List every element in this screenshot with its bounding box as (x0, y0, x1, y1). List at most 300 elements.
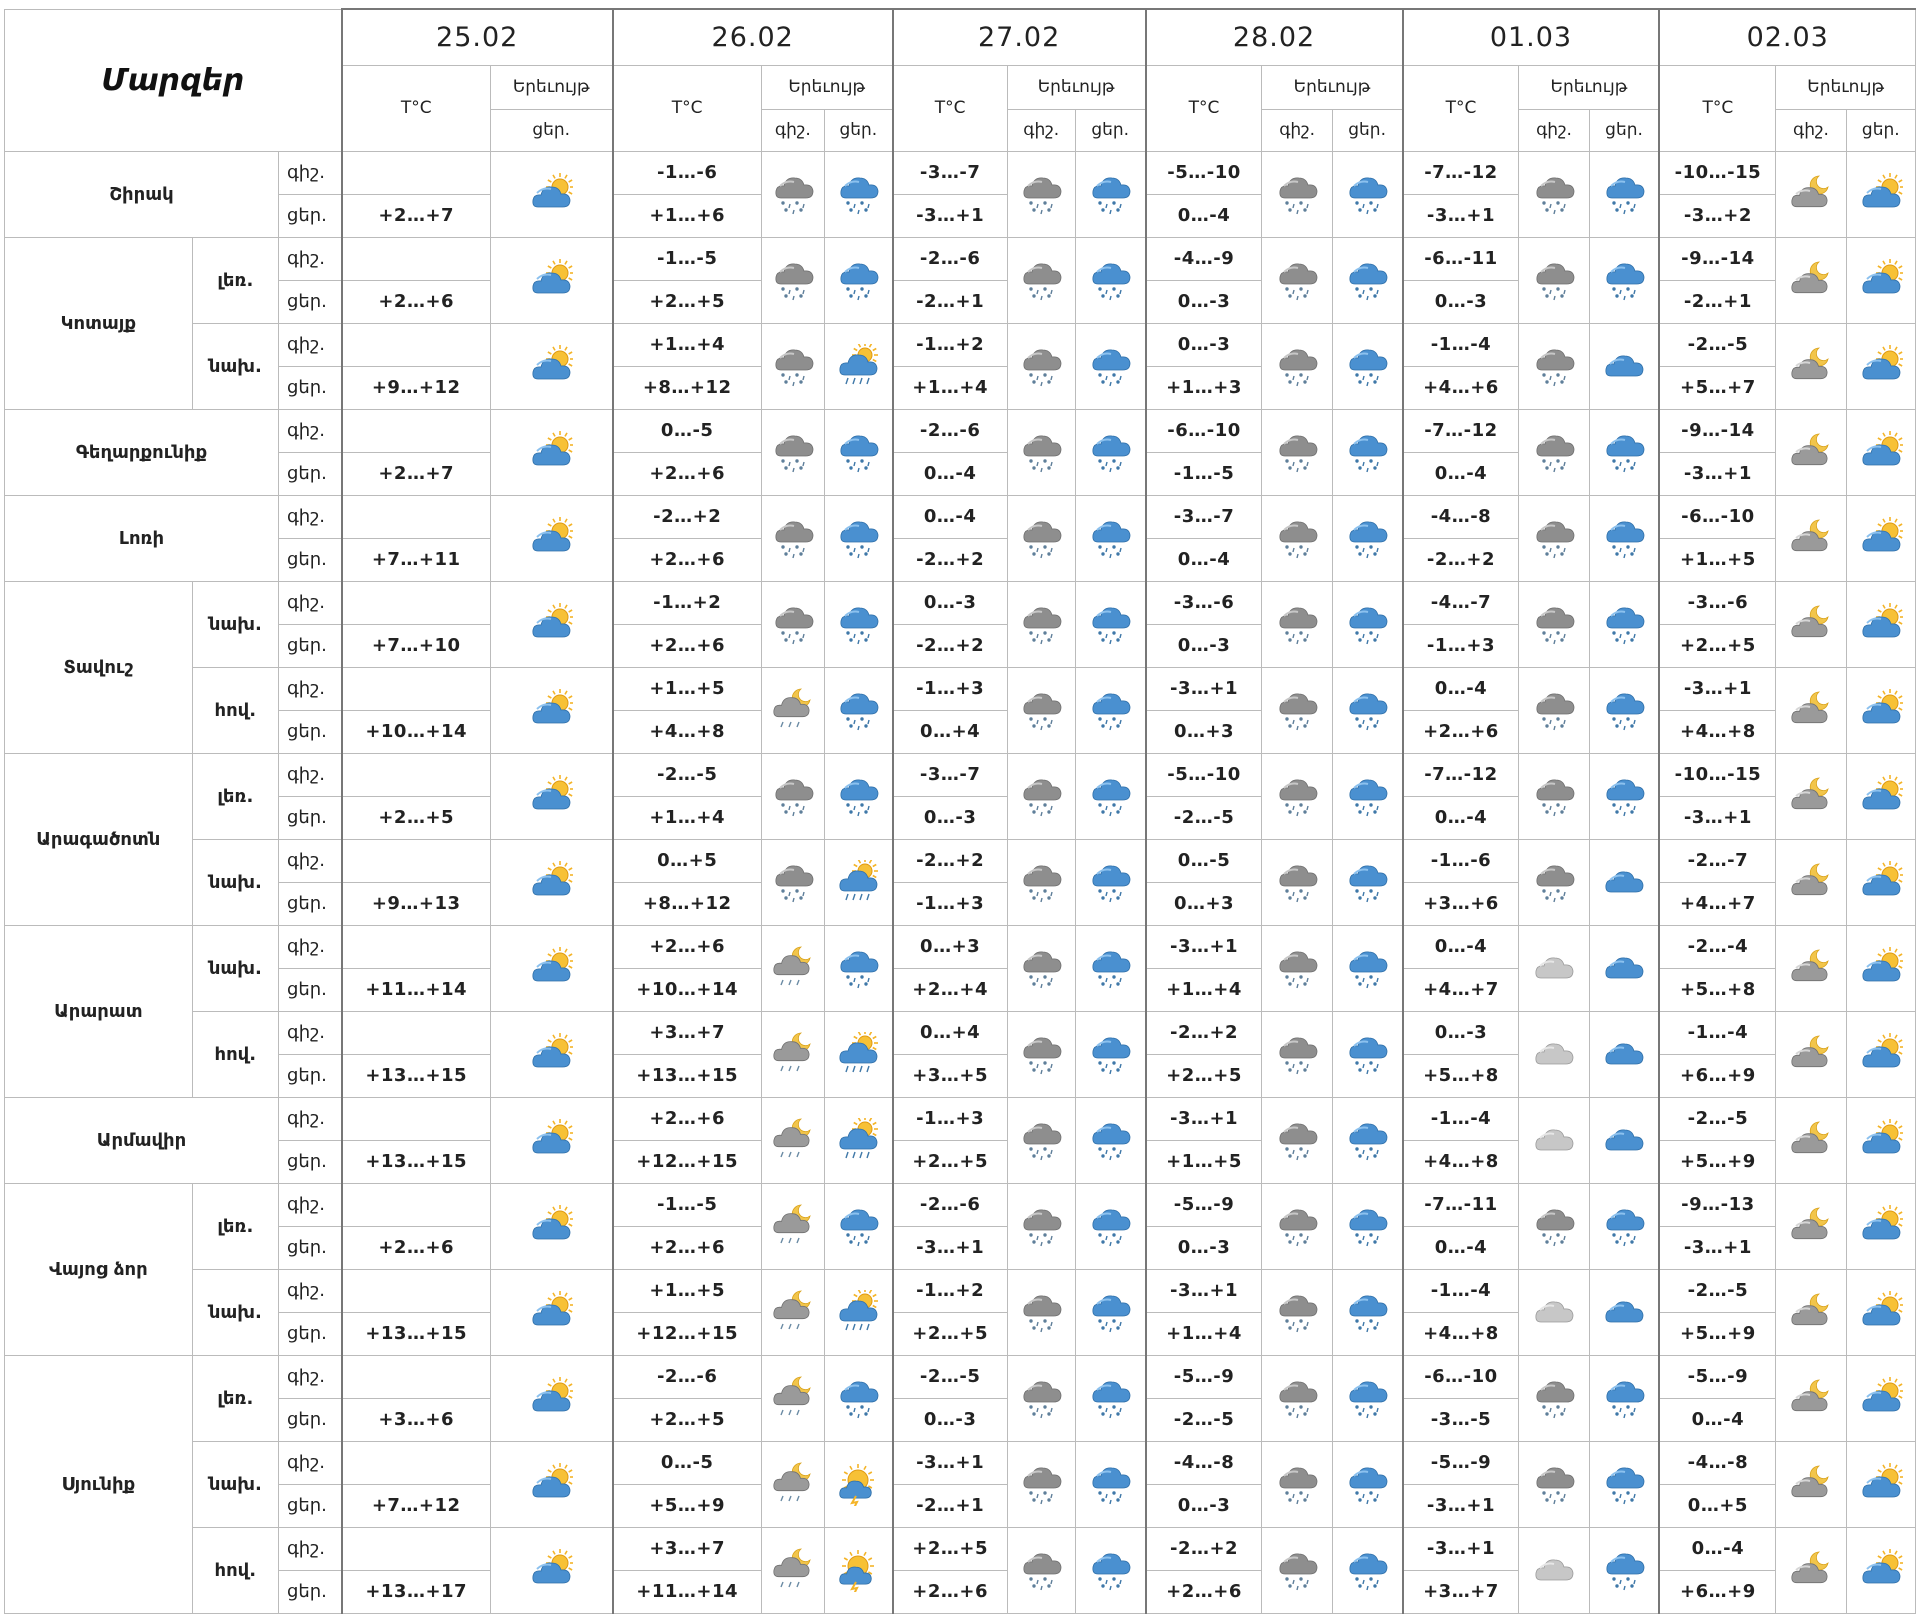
day-temp: +7…+12 (342, 1484, 491, 1527)
subregion-name: լեռ. (192, 237, 278, 323)
rain-snow-blue-icon (1590, 1462, 1659, 1506)
weather-icon-cell (1007, 667, 1075, 753)
day-temp: +13…+15 (613, 1054, 762, 1097)
weather-icon-cell (490, 1097, 612, 1183)
day-temp: +2…+6 (613, 452, 762, 495)
day-temp: -3…+1 (1659, 452, 1775, 495)
weather-icon-cell (1589, 323, 1659, 409)
rain-snow-gray-icon (1262, 774, 1331, 818)
rain-snow-blue-icon (825, 688, 892, 732)
rain-snow-gray-icon (1262, 344, 1331, 388)
day-temp: 0…-4 (1146, 194, 1262, 237)
weather-icon-cell (1262, 1527, 1332, 1613)
region-name: Վայոց ձոր (5, 1183, 193, 1355)
weather-icon-cell (824, 151, 892, 237)
night-temp: -5…-9 (1403, 1441, 1519, 1484)
rain-snow-blue-icon (825, 1204, 892, 1248)
day-temp: -2…+1 (1659, 280, 1775, 323)
day-temp: +5…+9 (613, 1484, 762, 1527)
day-temp: +13…+15 (342, 1140, 491, 1183)
day-col-header: ցեր. (1846, 109, 1915, 151)
night-temp: -10…-15 (1659, 151, 1775, 194)
rain-snow-gray-icon (1262, 946, 1331, 990)
day-temp: 0…-4 (1403, 452, 1519, 495)
day-temp: +2…+5 (613, 1398, 762, 1441)
day-temp: +11…+14 (342, 968, 491, 1011)
weather-icon-cell (1846, 1269, 1915, 1355)
night-temp: -9…-14 (1659, 409, 1775, 452)
weather-icon-cell (824, 1441, 892, 1527)
region-name: Սյունիք (5, 1355, 193, 1613)
weather-icon-cell (824, 1097, 892, 1183)
region-name: Լոռի (5, 495, 279, 581)
rain-snow-blue-icon (1076, 1032, 1145, 1076)
day-label: ցեր. (278, 624, 341, 667)
rain-snow-blue-icon (1076, 258, 1145, 302)
rain-snow-gray-icon (762, 258, 824, 302)
weather-icon-cell (1075, 1441, 1145, 1527)
weather-icon-cell (1007, 323, 1075, 409)
night-temp (342, 323, 491, 366)
day-col-header: ցեր. (1332, 109, 1402, 151)
weather-icon-cell (1332, 581, 1402, 667)
weather-icon-cell (1007, 1269, 1075, 1355)
rain-snow-blue-icon (1333, 946, 1402, 990)
weather-icon-cell (1519, 237, 1589, 323)
day-temp: 0…-3 (1146, 1226, 1262, 1269)
night-label: գիշ. (278, 1011, 341, 1054)
moon-cloud-rain-icon (762, 946, 824, 990)
rain-snow-gray-icon (1262, 1376, 1331, 1420)
weather-icon-cell (761, 409, 824, 495)
night-temp (342, 151, 491, 194)
day-temp: +13…+17 (342, 1570, 491, 1613)
weather-icon-cell (1262, 1269, 1332, 1355)
weather-icon-cell (1332, 1355, 1402, 1441)
day-temp: +10…+14 (613, 968, 762, 1011)
night-temp: -7…-12 (1403, 409, 1519, 452)
weather-icon-cell (761, 667, 824, 753)
weather-icon-cell (1589, 409, 1659, 495)
day-temp: -2…-5 (1146, 796, 1262, 839)
day-col-header: ցեր. (824, 109, 892, 151)
day-temp: +2…+6 (342, 280, 491, 323)
weather-icon-cell (761, 1441, 824, 1527)
moon-cloud-icon (1776, 1290, 1845, 1334)
weather-icon-cell (1519, 1097, 1589, 1183)
rain-snow-gray-icon (762, 344, 824, 388)
rain-snow-blue-icon (1333, 344, 1402, 388)
temp-col-header: T°C (342, 65, 491, 151)
rain-snow-gray-icon (1008, 774, 1075, 818)
rain-snow-blue-icon (1590, 688, 1659, 732)
day-temp: +1…+4 (1146, 968, 1262, 1011)
night-temp: -1…-6 (1403, 839, 1519, 882)
weather-icon-cell (1519, 667, 1589, 753)
day-temp: 0…-4 (1659, 1398, 1775, 1441)
day-temp: +2…+5 (1659, 624, 1775, 667)
night-temp (342, 667, 491, 710)
sun-cloud-rain-icon (825, 1118, 892, 1162)
weather-icon-cell (761, 1527, 824, 1613)
rain-snow-gray-icon (1262, 1290, 1331, 1334)
weather-icon-cell (761, 753, 824, 839)
weather-icon-cell (1589, 925, 1659, 1011)
night-temp: -3…-6 (1659, 581, 1775, 624)
night-temp: 0…+3 (893, 925, 1007, 968)
sun-cloud-icon (1847, 1462, 1915, 1506)
rain-snow-gray-icon (1262, 602, 1331, 646)
day-label: ցեր. (278, 1484, 341, 1527)
regions-header: Մարզեր (5, 9, 342, 151)
moon-cloud-rain-icon (762, 1204, 824, 1248)
weather-icon-cell (1846, 1097, 1915, 1183)
day-temp: +13…+15 (342, 1312, 491, 1355)
day-temp: -3…+1 (893, 1226, 1007, 1269)
weather-icon-cell (824, 1269, 892, 1355)
weather-icon-cell (1846, 1011, 1915, 1097)
night-temp: -3…+1 (1146, 1097, 1262, 1140)
night-temp: -6…-10 (1403, 1355, 1519, 1398)
weather-icon-cell (1776, 839, 1846, 925)
weather-icon-cell (824, 495, 892, 581)
weather-icon-cell (1776, 581, 1846, 667)
weather-icon-cell (1846, 237, 1915, 323)
rain-snow-gray-icon (1519, 1376, 1588, 1420)
sun-cloud-icon (1847, 860, 1915, 904)
sun-cloud-icon (491, 774, 612, 818)
night-temp: -6…-10 (1146, 409, 1262, 452)
rain-snow-gray-icon (1262, 1032, 1331, 1076)
day-temp: 0…-3 (1146, 624, 1262, 667)
sun-cloud-icon (1847, 602, 1915, 646)
subregion-name: լեռ. (192, 753, 278, 839)
day-temp: +3…+6 (1403, 882, 1519, 925)
night-temp (342, 1097, 491, 1140)
day-label: ցեր. (278, 968, 341, 1011)
day-temp: 0…+3 (1146, 882, 1262, 925)
night-temp: -6…-10 (1659, 495, 1775, 538)
weather-icon-cell (1332, 1441, 1402, 1527)
rain-snow-blue-icon (1076, 1204, 1145, 1248)
weather-icon-cell (761, 323, 824, 409)
weather-icon-cell (824, 237, 892, 323)
night-temp: 0…+4 (893, 1011, 1007, 1054)
day-label: ցեր. (278, 882, 341, 925)
sun-cloud-icon (491, 1548, 612, 1592)
rain-snow-gray-icon (1008, 258, 1075, 302)
day-temp: +2…+6 (1146, 1570, 1262, 1613)
weather-icon-cell (1589, 151, 1659, 237)
night-temp: -3…-7 (893, 151, 1007, 194)
weather-icon-cell (1332, 1527, 1402, 1613)
phenomenon-col-header: Երեւույթ (1519, 65, 1660, 109)
phenomenon-col-header: Երեւույթ (1776, 65, 1916, 109)
rain-snow-gray-icon (1519, 258, 1588, 302)
weather-icon-cell (1846, 1183, 1915, 1269)
weather-icon-cell (1332, 839, 1402, 925)
day-temp: +2…+6 (893, 1570, 1007, 1613)
subregion-name: նախ. (192, 925, 278, 1011)
weather-icon-cell (824, 409, 892, 495)
cloud-gray-icon (1519, 1548, 1588, 1592)
day-temp: +4…+8 (1403, 1312, 1519, 1355)
night-label: գիշ. (278, 495, 341, 538)
weather-icon-cell (490, 237, 612, 323)
weather-icon-cell (1332, 409, 1402, 495)
cloud-blue-icon (1590, 1118, 1659, 1162)
weather-icon-cell (1776, 1097, 1846, 1183)
day-temp: -2…+2 (1403, 538, 1519, 581)
phenomenon-col-header: Երեւույթ (1262, 65, 1403, 109)
thunder-sun-icon (825, 1462, 892, 1506)
moon-cloud-icon (1776, 602, 1845, 646)
night-temp: +2…+5 (893, 1527, 1007, 1570)
night-temp: -4…-8 (1659, 1441, 1775, 1484)
rain-snow-blue-icon (1333, 1548, 1402, 1592)
weather-icon-cell (1075, 667, 1145, 753)
sun-cloud-rain-icon (825, 344, 892, 388)
weather-icon-cell (1007, 1527, 1075, 1613)
night-temp: -3…+1 (893, 1441, 1007, 1484)
weather-icon-cell (1846, 323, 1915, 409)
temp-col-header: T°C (1659, 65, 1775, 151)
region-name: Արարատ (5, 925, 193, 1097)
night-temp: -7…-12 (1403, 151, 1519, 194)
temp-col-header: T°C (1146, 65, 1262, 151)
day-temp: +12…+15 (613, 1312, 762, 1355)
night-temp: -1…-4 (1403, 323, 1519, 366)
day-temp: +2…+7 (342, 194, 491, 237)
rain-snow-gray-icon (762, 860, 824, 904)
rain-snow-blue-icon (1590, 1548, 1659, 1592)
night-temp: +2…+6 (613, 925, 762, 968)
weather-icon-cell (1846, 839, 1915, 925)
weather-icon-cell (1262, 1355, 1332, 1441)
sun-cloud-icon (1847, 1118, 1915, 1162)
subregion-name: լեռ. (192, 1183, 278, 1269)
rain-snow-gray-icon (1519, 344, 1588, 388)
weather-icon-cell (1007, 1441, 1075, 1527)
rain-snow-blue-icon (1076, 860, 1145, 904)
day-temp: +6…+9 (1659, 1054, 1775, 1097)
region-name: Շիրակ (5, 151, 279, 237)
day-temp: 0…-3 (1146, 1484, 1262, 1527)
night-temp: -2…-4 (1659, 925, 1775, 968)
day-temp: +8…+12 (613, 882, 762, 925)
rain-snow-blue-icon (1076, 172, 1145, 216)
weather-icon-cell (490, 1183, 612, 1269)
weather-icon-cell (824, 667, 892, 753)
weather-icon-cell (1846, 151, 1915, 237)
weather-icon-cell (1007, 495, 1075, 581)
day-temp: +1…+4 (1146, 1312, 1262, 1355)
night-col-header: գիշ. (761, 109, 824, 151)
day-temp: +3…+6 (342, 1398, 491, 1441)
day-temp: 0…-3 (893, 796, 1007, 839)
rain-snow-gray-icon (1262, 258, 1331, 302)
weather-icon-cell (1075, 1097, 1145, 1183)
weather-icon-cell (1589, 1183, 1659, 1269)
day-label: ցեր. (278, 796, 341, 839)
weather-icon-cell (1589, 753, 1659, 839)
day-temp: -1…+3 (1403, 624, 1519, 667)
weather-icon-cell (824, 753, 892, 839)
sun-cloud-icon (1847, 430, 1915, 474)
night-temp: -2…-6 (893, 237, 1007, 280)
day-temp: +4…+8 (1659, 710, 1775, 753)
weather-icon-cell (1332, 667, 1402, 753)
cloud-blue-icon (1590, 860, 1659, 904)
night-temp: -10…-15 (1659, 753, 1775, 796)
day-temp: +5…+9 (1659, 1312, 1775, 1355)
night-temp (342, 1441, 491, 1484)
date-header: 01.03 (1403, 9, 1660, 65)
forecast-table-container (4, 8, 1916, 1614)
day-temp: +5…+7 (1659, 366, 1775, 409)
rain-snow-blue-icon (1590, 430, 1659, 474)
rain-snow-gray-icon (1262, 430, 1331, 474)
day-temp: -2…+2 (893, 624, 1007, 667)
day-temp: +4…+8 (613, 710, 762, 753)
night-temp: -5…-9 (1659, 1355, 1775, 1398)
date-header: 25.02 (342, 9, 613, 65)
moon-cloud-icon (1776, 1118, 1845, 1162)
night-col-header: գիշ. (1262, 109, 1332, 151)
day-temp: -2…+1 (893, 280, 1007, 323)
night-temp: -2…-5 (893, 1355, 1007, 1398)
night-temp: -2…-5 (1659, 323, 1775, 366)
day-temp: 0…-4 (1403, 796, 1519, 839)
day-temp: -3…+1 (1403, 194, 1519, 237)
day-temp: +4…+7 (1659, 882, 1775, 925)
weather-icon-cell (1846, 581, 1915, 667)
day-temp: +1…+4 (893, 366, 1007, 409)
weather-icon-cell (1075, 581, 1145, 667)
rain-snow-blue-icon (825, 516, 892, 560)
day-label: ցեր. (278, 194, 341, 237)
night-temp: 0…-5 (1146, 839, 1262, 882)
weather-icon-cell (761, 1269, 824, 1355)
rain-snow-blue-icon (1333, 172, 1402, 216)
night-temp: -6…-11 (1403, 237, 1519, 280)
rain-snow-gray-icon (762, 172, 824, 216)
day-temp: -3…+1 (893, 194, 1007, 237)
weather-icon-cell (1519, 1183, 1589, 1269)
region-name: Կոտայք (5, 237, 193, 409)
cloud-blue-icon (1590, 946, 1659, 990)
weather-icon-cell (1262, 581, 1332, 667)
sun-cloud-icon (491, 1032, 612, 1076)
night-temp: 0…-5 (613, 409, 762, 452)
weather-icon-cell (1846, 925, 1915, 1011)
moon-cloud-rain-icon (762, 1290, 824, 1334)
day-temp: +1…+6 (613, 194, 762, 237)
weather-icon-cell (1589, 1269, 1659, 1355)
night-temp: +2…+6 (613, 1097, 762, 1140)
night-temp: 0…-3 (1146, 323, 1262, 366)
weather-icon-cell (1332, 151, 1402, 237)
weather-icon-cell (1519, 495, 1589, 581)
rain-snow-gray-icon (1519, 860, 1588, 904)
night-label: գիշ. (278, 1097, 341, 1140)
weather-icon-cell (824, 1527, 892, 1613)
rain-snow-gray-icon (1519, 602, 1588, 646)
night-temp: -7…-12 (1403, 753, 1519, 796)
rain-snow-blue-icon (825, 172, 892, 216)
moon-cloud-icon (1776, 946, 1845, 990)
rain-snow-blue-icon (1333, 1032, 1402, 1076)
weather-icon-cell (490, 839, 612, 925)
night-temp (342, 409, 491, 452)
day-label: ցեր. (278, 1226, 341, 1269)
weather-icon-cell (490, 1527, 612, 1613)
moon-cloud-icon (1776, 1376, 1845, 1420)
weather-icon-cell (1846, 1441, 1915, 1527)
rain-snow-blue-icon (1076, 430, 1145, 474)
sun-cloud-icon (491, 172, 612, 216)
day-temp: +11…+14 (613, 1570, 762, 1613)
night-temp: -4…-9 (1146, 237, 1262, 280)
sun-cloud-rain-icon (825, 1032, 892, 1076)
weather-icon-cell (1332, 1097, 1402, 1183)
moon-cloud-rain-icon (762, 1462, 824, 1506)
day-temp: -3…+1 (1403, 1484, 1519, 1527)
day-temp: +1…+4 (613, 796, 762, 839)
weather-icon-cell (1007, 409, 1075, 495)
day-temp: +5…+8 (1403, 1054, 1519, 1097)
sun-cloud-icon (491, 602, 612, 646)
night-temp: -1…+3 (893, 1097, 1007, 1140)
rain-snow-gray-icon (1008, 1376, 1075, 1420)
day-temp: +9…+13 (342, 882, 491, 925)
sun-cloud-icon (1847, 344, 1915, 388)
rain-snow-blue-icon (1076, 516, 1145, 560)
weather-icon-cell (1589, 1097, 1659, 1183)
weather-icon-cell (490, 1441, 612, 1527)
weather-icon-cell (1075, 839, 1145, 925)
moon-cloud-icon (1776, 430, 1845, 474)
weather-icon-cell (1589, 1355, 1659, 1441)
day-temp: +1…+5 (1659, 538, 1775, 581)
moon-cloud-icon (1776, 258, 1845, 302)
weather-icon-cell (1262, 237, 1332, 323)
day-temp: +9…+12 (342, 366, 491, 409)
day-temp: 0…-4 (1146, 538, 1262, 581)
weather-icon-cell (1589, 1441, 1659, 1527)
weather-icon-cell (1776, 667, 1846, 753)
weather-icon-cell (1519, 1011, 1589, 1097)
day-temp: +2…+5 (1146, 1054, 1262, 1097)
rain-snow-gray-icon (1519, 774, 1588, 818)
night-temp: -3…+1 (1403, 1527, 1519, 1570)
sun-cloud-icon (1847, 516, 1915, 560)
date-header: 28.02 (1146, 9, 1403, 65)
day-temp: -2…+2 (893, 538, 1007, 581)
night-temp (342, 925, 491, 968)
rain-snow-gray-icon (1519, 172, 1588, 216)
day-temp: +2…+6 (613, 1226, 762, 1269)
weather-icon-cell (761, 1011, 824, 1097)
night-col-header: գիշ. (1519, 109, 1589, 151)
date-header: 26.02 (613, 9, 893, 65)
sun-cloud-icon (491, 430, 612, 474)
temp-col-header: T°C (1403, 65, 1519, 151)
weather-icon-cell (1075, 925, 1145, 1011)
day-label: ցեր. (278, 280, 341, 323)
night-temp: 0…+5 (613, 839, 762, 882)
date-header: 27.02 (893, 9, 1146, 65)
